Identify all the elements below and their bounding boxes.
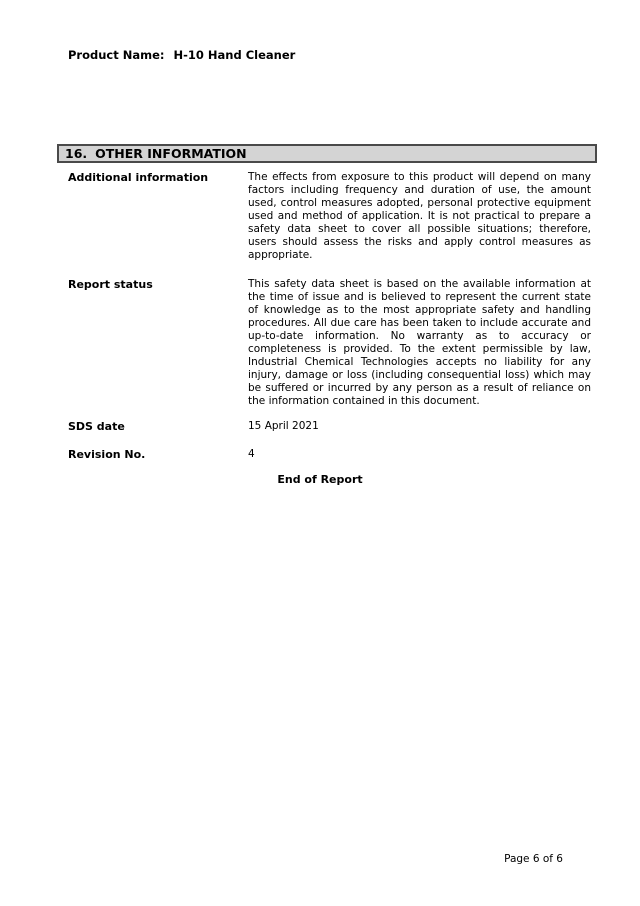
- field-label-sds-date: SDS date: [68, 420, 125, 433]
- product-name-label: Product Name:: [68, 48, 165, 62]
- field-value-report-status: This safety data sheet is based on the available information at the time of issue and is believed to represent the current state of knowledge as to the most appropriate safety and handling procedures. All due care has been taken to include accurate and up-to-date information. No warranty as to accuracy or completeness is provided. To the extent permissible by law, Industrial Chemical Technologies accepts no liability for any injury, damage or loss (including consequential loss) which may be suffered or incurred by any person as a result of reliance on the information contained in this document.: [248, 278, 591, 407]
- field-label-report-status: Report status: [68, 278, 153, 291]
- page-number: Page 6 of 6: [504, 853, 563, 865]
- field-label-additional-information: Additional information: [68, 171, 209, 184]
- product-name-value: H-10 Hand Cleaner: [173, 48, 296, 62]
- field-value-sds-date: 15 April 2021: [248, 420, 319, 432]
- section-title: OTHER INFORMATION: [95, 146, 247, 161]
- section-number: 16.: [65, 146, 88, 161]
- end-of-report-note: End of Report: [277, 473, 363, 486]
- section-header-other-information: [57, 144, 597, 163]
- field-value-additional-information: The effects from exposure to this product will depend on many factors including frequency and duration of use, the amount used, control measures adopted, personal protective equipment used and method of application. It is not practical to prepare a safety data sheet to cover all possible situations; therefore, users should assess the risks and apply control measures as appropriate.: [248, 171, 591, 261]
- field-label-revision-no: Revision No.: [68, 448, 146, 461]
- product-name-line: [68, 48, 295, 62]
- field-value-revision-no: 4: [248, 448, 255, 460]
